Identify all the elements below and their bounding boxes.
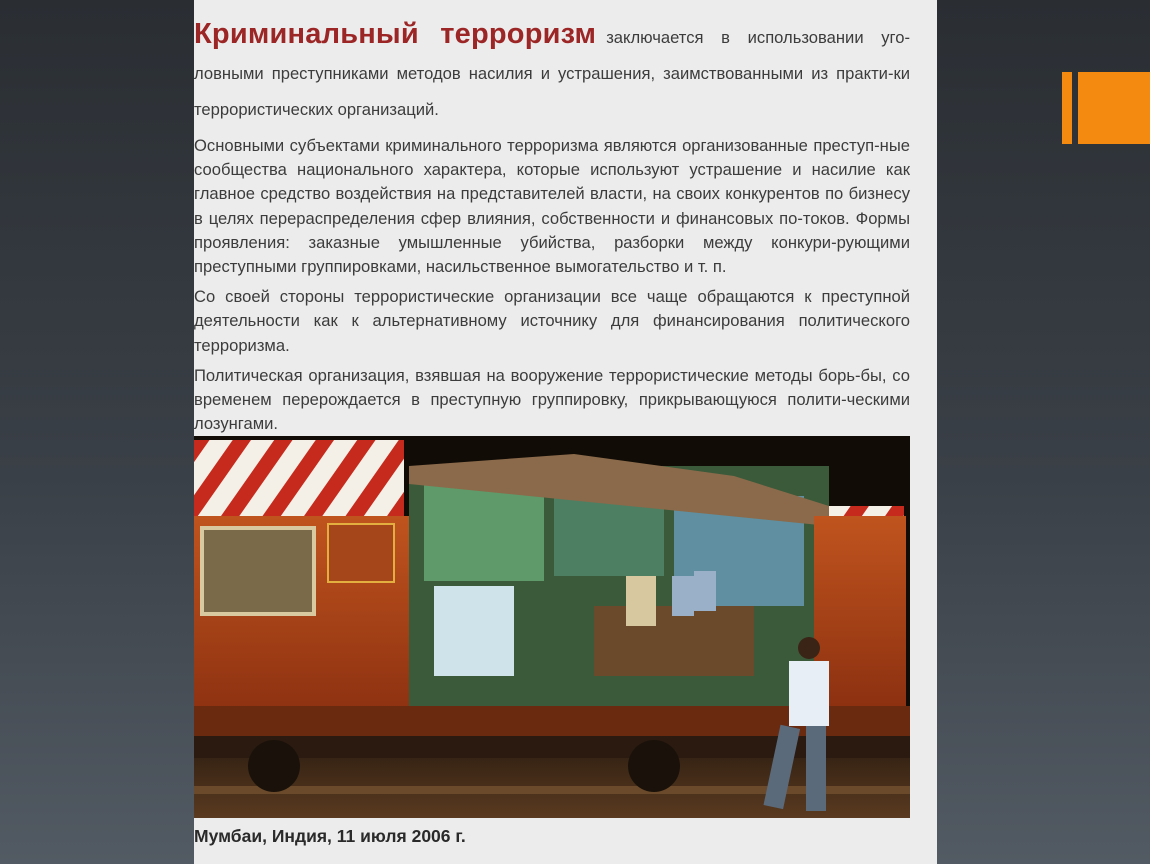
- paragraph-subjects: Основными субъектами криминального терроризма являются организованные преступ-ные сообщества национального характера, которые используют устрашение и насилие как главное средство воздействия на представителей власти, на своих конкурентов по бизнесу в целях перераспределения сфер влияния, собственности и финансовых по-токов. Формы проявления: заказные умышленные убийства, разборки между конкури-рующими преступными группировками, насильственное вымогательство и т. п.: [194, 136, 910, 277]
- article-headline: Криминальный терроризм: [194, 18, 597, 50]
- photo-caption: Мумбаи, Индия, 11 июля 2006 г.: [194, 826, 466, 846]
- train-explosion-photo: [194, 436, 910, 818]
- scanned-page: [194, 0, 937, 864]
- paragraph-political: Политическая организация, взявшая на вооружение террористические методы борь-бы, со временем перерождается в преступную группировку, прикрывающуюся полити-ческими лозунгами.: [194, 365, 910, 434]
- article-text: [194, 16, 910, 442]
- lead-text: заключается в использовании уго-ловными преступниками методов насилия и устрашения, заимствованными из практи-ки террористических организаций.: [194, 28, 910, 119]
- paragraph-financing: Со своей стороны террористические организации все чаще обращаются к преступной деятельности как к альтернативному источнику для финансирования политического терроризма.: [194, 287, 910, 355]
- photo-illustration: [194, 436, 910, 818]
- lead-paragraph: [194, 16, 910, 128]
- accent-block: [1078, 72, 1150, 144]
- accent-bar-thin: [1062, 72, 1072, 144]
